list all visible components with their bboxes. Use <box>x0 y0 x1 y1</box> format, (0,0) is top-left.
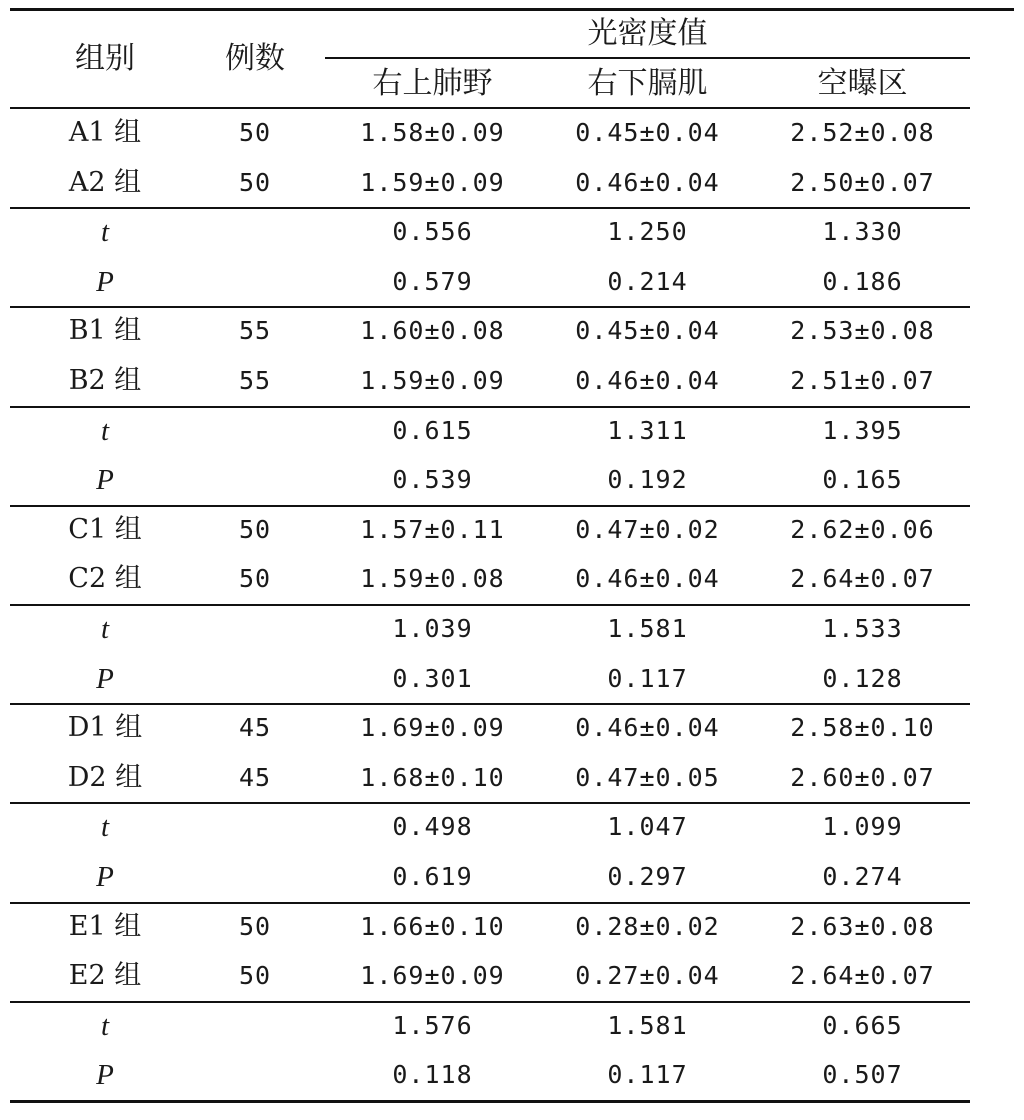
sample-count: 50 <box>238 514 272 544</box>
sample-count: 55 <box>238 316 272 346</box>
p-statistic-value: 0.214 <box>607 266 688 296</box>
od-value: 0.45±0.04 <box>575 118 720 147</box>
p-statistic-value: 0.619 <box>392 862 473 891</box>
od-value: 0.27±0.04 <box>575 961 720 991</box>
t-statistic-value: 1.581 <box>607 614 688 643</box>
od-value: 1.66±0.10 <box>360 911 505 941</box>
sample-count: 45 <box>238 713 272 743</box>
group-label: B2 组 <box>68 365 142 396</box>
od-value: 0.46±0.04 <box>575 564 720 594</box>
p-statistic-label: P <box>96 1059 114 1092</box>
sample-count: 50 <box>238 118 272 147</box>
t-statistic-label: t <box>100 811 110 844</box>
od-value: 1.59±0.08 <box>360 564 505 594</box>
p-statistic-label: P <box>96 662 114 695</box>
group-label: D2 组 <box>67 761 143 793</box>
p-statistic-label: P <box>96 861 114 893</box>
group-label: E2 组 <box>68 960 142 992</box>
od-value: 0.46±0.04 <box>575 713 720 743</box>
od-value: 0.47±0.05 <box>575 762 720 792</box>
t-statistic-label: t <box>100 414 110 447</box>
od-value: 2.64±0.07 <box>790 961 935 991</box>
header-lower-right-diaphragm: 右下膈肌 <box>587 66 708 101</box>
t-statistic-label: t <box>100 216 110 249</box>
t-statistic-value: 1.039 <box>392 614 473 643</box>
p-statistic-value: 0.165 <box>822 465 903 495</box>
od-value: 2.64±0.07 <box>790 564 935 594</box>
t-statistic-value: 1.330 <box>822 217 903 247</box>
t-statistic-value: 1.311 <box>607 415 688 445</box>
od-value: 1.57±0.11 <box>360 514 505 544</box>
header-count: 例数 <box>225 41 285 76</box>
group-label: A1 组 <box>68 117 142 148</box>
od-value: 1.60±0.08 <box>360 316 505 346</box>
od-value: 2.53±0.08 <box>790 316 935 346</box>
p-statistic-value: 0.128 <box>822 663 903 693</box>
header-group: 组别 <box>75 41 135 76</box>
group-label: D1 组 <box>67 712 143 744</box>
p-statistic-value: 0.192 <box>607 465 688 495</box>
od-value: 0.46±0.04 <box>575 167 720 197</box>
od-value: 1.59±0.09 <box>360 366 505 395</box>
t-statistic-value: 1.250 <box>607 217 688 247</box>
od-value: 2.63±0.08 <box>790 911 935 941</box>
sample-count: 55 <box>238 366 272 395</box>
od-value: 1.69±0.09 <box>360 961 505 991</box>
od-value: 1.59±0.09 <box>360 167 505 197</box>
group-label: A2 组 <box>68 166 142 198</box>
t-statistic-value: 1.395 <box>822 415 903 445</box>
od-value: 2.52±0.08 <box>790 118 935 147</box>
group-label: E1 组 <box>68 910 142 942</box>
t-statistic-value: 0.498 <box>392 812 473 842</box>
od-value: 2.51±0.07 <box>790 366 935 395</box>
t-statistic-value: 1.576 <box>392 1010 473 1040</box>
t-statistic-value: 0.615 <box>392 415 473 445</box>
p-statistic-label: P <box>96 265 114 298</box>
p-statistic-value: 0.117 <box>607 663 688 693</box>
p-statistic-value: 0.297 <box>607 862 688 891</box>
p-statistic-value: 0.507 <box>822 1060 903 1090</box>
od-value: 0.47±0.02 <box>575 514 720 544</box>
od-value: 2.62±0.06 <box>790 514 935 544</box>
od-value: 2.60±0.07 <box>790 762 935 792</box>
t-statistic-value: 1.099 <box>822 812 903 842</box>
t-statistic-label: t <box>100 1009 110 1042</box>
od-value: 0.28±0.02 <box>575 911 720 941</box>
t-statistic-value: 1.581 <box>607 1010 688 1040</box>
sample-count: 50 <box>238 961 272 991</box>
p-statistic-value: 0.274 <box>822 862 903 891</box>
p-statistic-value: 0.301 <box>392 663 473 693</box>
t-statistic-value: 1.047 <box>607 812 688 842</box>
sample-count: 50 <box>238 167 272 197</box>
header-optical-density: 光密度值 <box>587 16 708 51</box>
p-statistic-label: P <box>96 464 114 497</box>
p-statistic-value: 0.118 <box>392 1060 473 1090</box>
od-value: 2.58±0.10 <box>790 713 935 743</box>
p-statistic-value: 0.579 <box>392 266 473 296</box>
t-statistic-value: 1.533 <box>822 614 903 643</box>
p-statistic-value: 0.539 <box>392 465 473 495</box>
header-upper-right-lung: 右上肺野 <box>372 66 493 101</box>
sample-count: 45 <box>238 762 272 792</box>
header-blank-exposure: 空曝区 <box>817 66 908 101</box>
od-value: 1.69±0.09 <box>360 713 505 743</box>
table-bottom-rule <box>10 1100 970 1103</box>
p-statistic-value: 0.117 <box>607 1060 688 1090</box>
group-label: B1 组 <box>68 315 142 347</box>
group-label: C1 组 <box>68 513 142 545</box>
t-statistic-value: 0.556 <box>392 217 473 247</box>
od-value: 0.46±0.04 <box>575 366 720 395</box>
sample-count: 50 <box>238 911 272 941</box>
od-value: 1.58±0.09 <box>360 118 505 147</box>
sample-count: 50 <box>238 564 272 594</box>
od-value: 1.68±0.10 <box>360 762 505 792</box>
t-statistic-value: 0.665 <box>822 1010 903 1040</box>
group-label: C2 组 <box>68 563 142 595</box>
p-statistic-value: 0.186 <box>822 266 903 296</box>
od-value: 2.50±0.07 <box>790 167 935 197</box>
od-value: 0.45±0.04 <box>575 316 720 346</box>
t-statistic-label: t <box>100 613 110 645</box>
